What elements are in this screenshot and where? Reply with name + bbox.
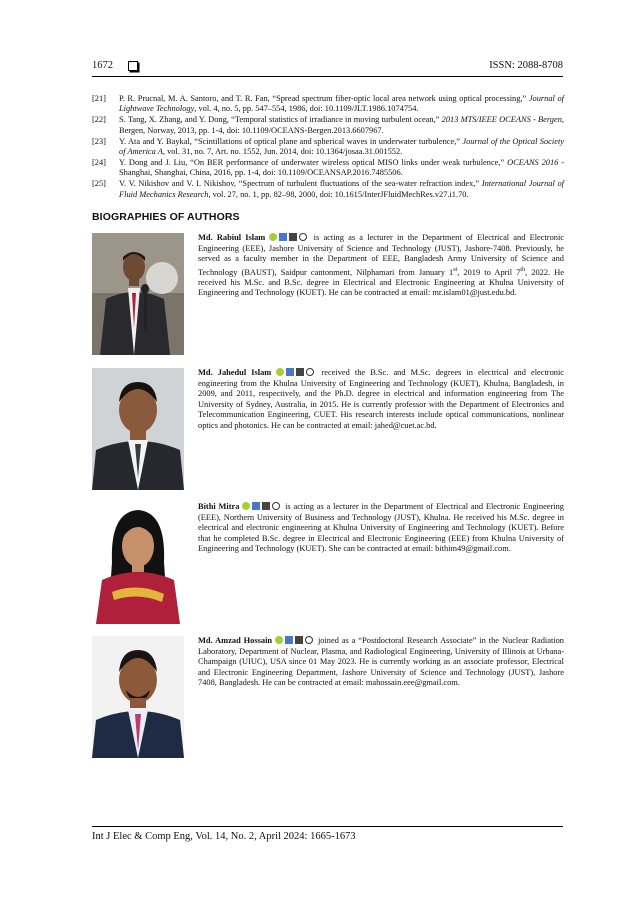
reference-item: [23] Y. Ata and Y. Baykal, “Scintillations of optical plane and spherical waves in underwater turbulence,” Journal of the Optical Society of America A, vol. 31, no. 7, Art. no. 1552, Jun. 2014, doi: 10.1364/josaa.31.001552. bbox=[92, 136, 564, 157]
publons-icon[interactable] bbox=[299, 233, 307, 241]
scopus-icon[interactable] bbox=[289, 233, 297, 241]
reference-item: [25] V. V. Nikishov and V. I. Nikishov, “Spectrum of turbulent fluctuations of the sea-water refraction index,” International Journal of Fluid Mechanics Research, vol. 27, no. 1, pp. 82–98, 2000, doi: 10.1615/InterJFluidMechRes.v27.i1.70. bbox=[92, 179, 564, 199]
author-photo bbox=[92, 636, 184, 758]
page-footer: Int J Elec & Comp Eng, Vol. 14, No. 2, April 2024: 1665-1673 bbox=[92, 826, 563, 842]
orcid-icon[interactable] bbox=[276, 368, 284, 376]
page-number: 1672 bbox=[92, 60, 113, 71]
author-name: Md. Rabiul Islam bbox=[198, 233, 266, 242]
author-bio-text: Md. Amzad Hossain joined as a “Postdoctoral Research Associate” in the Nuclear Radiation Laboratory, Department of Nuclear, Plasma, and Radiological Engineering, University of Illinois at Urbana-Champaign (UIUC), USA since 01 May 2023. He is currently working as an associate professor, Electrical and Electronic Engineering Department, Jashore University of Science and Technology (JUST), Jashore 7408, Bangladesh. He can be contracted at email: mahossain.eee@gmail.com. bbox=[198, 636, 564, 687]
issn: ISSN: 2088-8708 bbox=[489, 60, 563, 71]
orcid-icon[interactable] bbox=[275, 636, 283, 644]
author-name: Bithi Mitra bbox=[198, 502, 240, 511]
author-photo bbox=[92, 233, 184, 355]
orcid-icon[interactable] bbox=[269, 233, 277, 241]
orcid-icon[interactable] bbox=[242, 502, 250, 510]
author-photo bbox=[92, 502, 184, 624]
author-bio-text: Md. Rabiul Islam is acting as a lecturer in the Department of Electrical and Electronic Engineering (EEE), Jashore University of Science and Technology (JUST), Jashore-7408. Previously, he served as a faculty member in the Department of EEE, Bangladesh Army University of Science and Technology (BAUST), Saidpur cantonment, Nilphamari from January 1st, 2019 to April 7th, 2022. He received his M.Sc. and B.Sc. degree in Electrical and Electronic Engineering at Khulna University of Engineering and Technology (KUET). He can be contracted at email: mr.islam01@just.edu.bd. bbox=[198, 233, 565, 298]
reference-item: [21] P. R. Prucnal, M. A. Santoro, and T. R. Fan, “Spread spectrum fiber-optic local area network using optical processing,” Journal of Lightwave Technology, vol. 4, no. 5, pp. 547–554, 1986, doi: 10.1109/JLT.1986.1074754. bbox=[92, 94, 564, 114]
author-name: Md. Amzad Hossain bbox=[198, 636, 273, 645]
google-scholar-icon[interactable] bbox=[286, 368, 294, 376]
publons-icon[interactable] bbox=[305, 636, 313, 644]
references-list bbox=[92, 94, 564, 201]
square-icon bbox=[128, 61, 138, 71]
author-bio-text: Bithi Mitra is acting as a lecturer in the Department of Electrical and Electronic Engineering (EEE), Northern University of Business and Technology (JUST), Khulna. He received his M.Sc. degree in electrical and electronic engineering at Khulna University of Engineering and Technology (KUET). Before that he completed B.Sc. degree in Electrical and Electronic Engineering (EEE) from Khulna University of Engineering and Technology (KUET). She can be contracted at email: bithim49@gmail.com. bbox=[198, 502, 564, 553]
publons-icon[interactable] bbox=[272, 502, 280, 510]
author-name: Md. Jahedul Islam bbox=[198, 368, 272, 377]
google-scholar-icon[interactable] bbox=[279, 233, 287, 241]
scopus-icon[interactable] bbox=[296, 368, 304, 376]
reference-item: [24] Y. Dong and J. Liu, “On BER performance of underwater wireless optical MISO links under weak turbulence,” OCEANS 2016 - Shanghai, Shanghai, China, 2016, pp. 1-4, doi: 10.1109/OCEANSAP.2016.7485506. bbox=[92, 157, 564, 178]
scopus-icon[interactable] bbox=[295, 636, 303, 644]
scopus-icon[interactable] bbox=[262, 502, 270, 510]
publons-icon[interactable] bbox=[306, 368, 314, 376]
reference-item: [22] S. Tang, X. Zhang, and Y. Dong, “Temporal statistics of irradiance in moving turbulent ocean,” 2013 MTS/IEEE OCEANS - Bergen, Bergen, Norway, 2013, pp. 1-4, doi: 10.1109/OCEANS-Bergen.2013.6607967. bbox=[92, 115, 564, 135]
google-scholar-icon[interactable] bbox=[252, 502, 260, 510]
biographies-heading: BIOGRAPHIES OF AUTHORS bbox=[92, 211, 240, 223]
author-bio-text: Md. Jahedul Islam received the B.Sc. and M.Sc. degrees in electrical and electronic engineering from the Khulna University of Engineering and Technology (KUET), Khulna, Bangladesh, in 2009, and 2011, respectively, and the Ph.D. degree in electrical and information engineering from The University of Sydney, Australia, in 2015. He is currently professor with the Department of Electronics and Telecommunication Engineering, CUET. His research interests include optical communications, nonlinear optics and photonics. He can be contracted at email: jahed@cuet.ac.bd. bbox=[198, 368, 564, 430]
author-photo bbox=[92, 368, 184, 490]
page-header bbox=[92, 60, 563, 77]
google-scholar-icon[interactable] bbox=[285, 636, 293, 644]
